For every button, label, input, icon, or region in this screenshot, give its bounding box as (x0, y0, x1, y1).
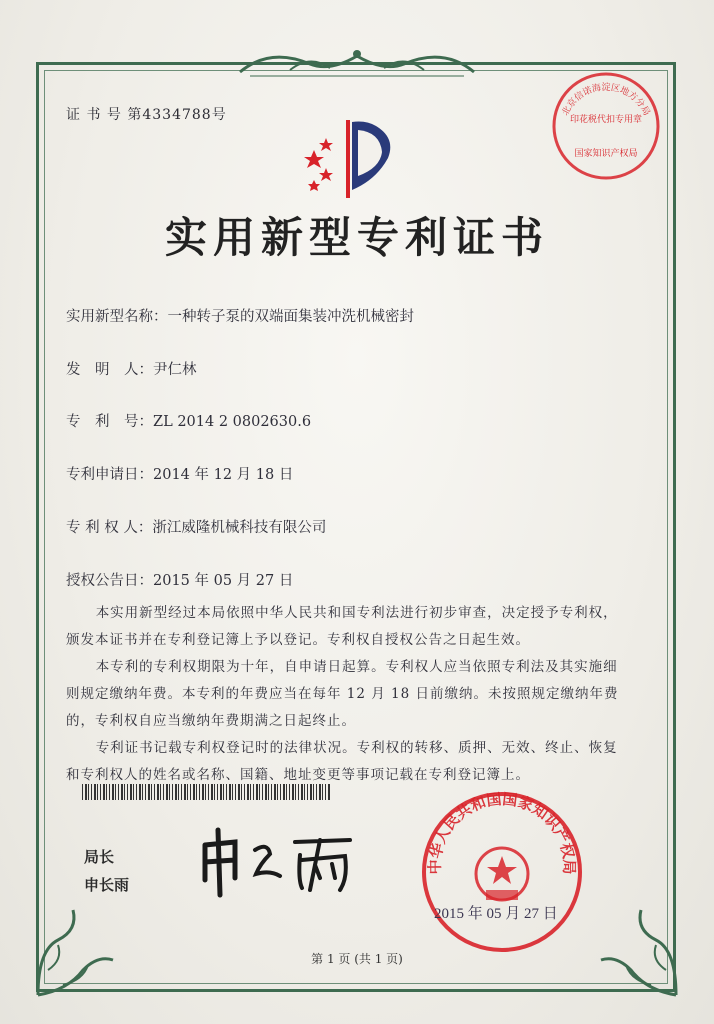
field-inventor (66, 358, 197, 379)
inventor-value: 尹仁林 (153, 362, 197, 378)
patent-number-value: ZL 2014 2 0802630.6 (153, 414, 312, 430)
handwritten-signature-icon (190, 820, 360, 900)
patentee-value: 浙江威隆机械科技有限公司 (152, 520, 327, 536)
page-footer: 第 1 页 (共 1 页) (311, 952, 403, 966)
inventor-label: 发 明 人： (66, 362, 153, 378)
patentee-label: 专 利 权 人： (66, 520, 153, 536)
utility-model-name-value: 一种转子泵的双端面集装冲洗机械密封 (167, 309, 414, 325)
small-seal-ring-text: 北京信诺海淀区地方分局 (560, 83, 652, 118)
patent-number-label: 专 利 号： (66, 414, 153, 430)
field-patentee (66, 516, 326, 537)
certificate-number-label: 证 书 号 第 (66, 107, 143, 123)
certificate-number-value: 4334788 (142, 107, 212, 123)
field-announce-date (66, 569, 293, 590)
certificate-number-suffix: 号 (211, 107, 227, 123)
filing-date-label: 专利申请日： (66, 467, 153, 483)
announce-date-value: 2015 年 05 月 27 日 (153, 573, 294, 589)
sipo-logo-icon (296, 110, 406, 200)
field-utility-model-name (66, 305, 414, 326)
body-paragraph-1: 本实用新型经过本局依照中华人民共和国专利法进行初步审查，决定授予专利权，颁发本证书并在专利登记簿上予以登记。专利权自授权公告之日起生效。 (66, 605, 618, 648)
utility-model-name-label: 实用新型名称： (66, 309, 168, 325)
body-paragraph-2: 本专利的专利权期限为十年，自申请日起算。专利权人应当依照专利法及其实施细则规定缴纳年费。本专利的年费应当在每年 12 月 18 日前缴纳。未按照规定缴纳年费的，专利权自应当缴纳年费期满之日起终止。 (66, 659, 619, 729)
signature-block (84, 843, 129, 899)
seal-ring-text: 中华人民共和国国家知识产权局 (425, 790, 579, 875)
tax-stamp-seal-icon (550, 70, 662, 182)
director-title: 局长 (84, 848, 115, 866)
certificate-body (66, 600, 626, 789)
barcode (82, 784, 330, 800)
filing-date-value: 2014 年 12 月 18 日 (153, 467, 294, 483)
top-ornament-icon (230, 42, 484, 82)
director-name: 申长雨 (84, 876, 130, 894)
field-filing-date (66, 463, 293, 484)
small-seal-center-text: 印花税代扣专用章 (569, 115, 643, 125)
certificate-number (66, 104, 227, 124)
certificate-title: 实用新型专利证书 (164, 213, 549, 262)
official-seal-icon (420, 790, 584, 954)
seal-date: 2015 年 05 月 27 日 (434, 906, 558, 922)
announce-date-label: 授权公告日： (66, 573, 153, 589)
field-patent-number (66, 410, 311, 431)
small-seal-bottom-text: 国家知识产权局 (574, 149, 638, 159)
body-paragraph-3: 专利证书记载专利权登记时的法律状况。专利权的转移、质押、无效、终止、恢复和专利权人的姓名或名称、国籍、地址变更等事项记载在专利登记簿上。 (66, 740, 618, 783)
